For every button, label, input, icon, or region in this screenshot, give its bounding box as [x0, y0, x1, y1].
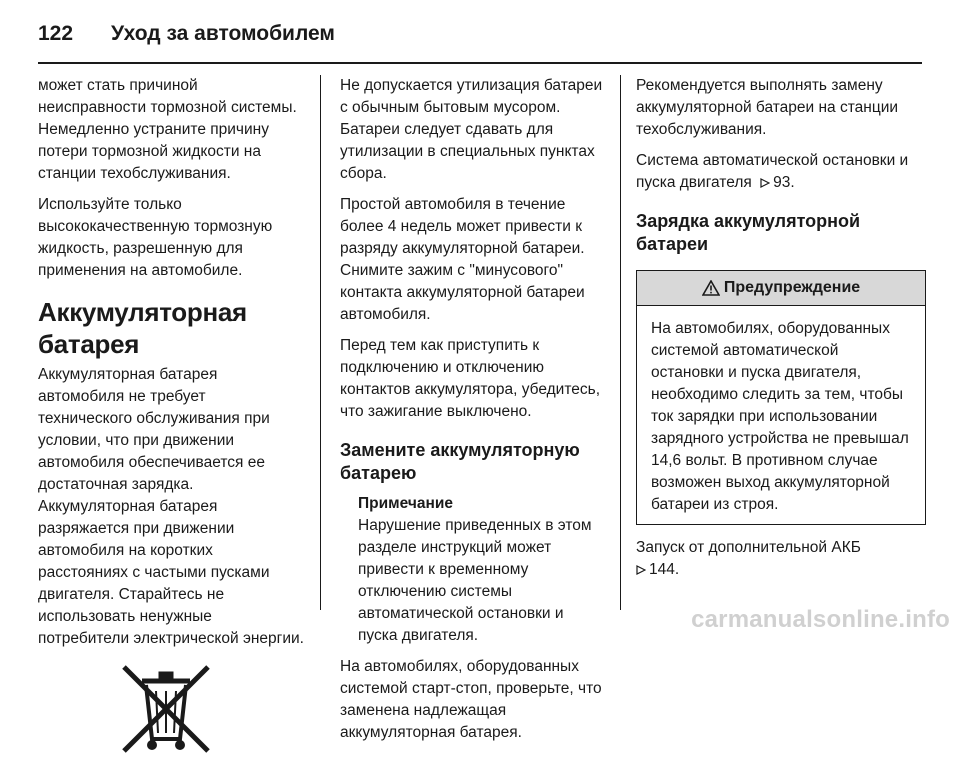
paragraph: Рекомендуется выполнять замену аккумуляторной батареи на станции техобслуживания.	[636, 77, 899, 138]
paragraph-text: Запуск от дополнительной АКБ	[636, 539, 861, 556]
column-2	[340, 75, 606, 753]
column-divider-2	[620, 75, 621, 610]
page-reference-arrow-icon	[636, 565, 646, 575]
note-block	[340, 493, 606, 647]
paragraph	[636, 537, 926, 581]
paragraph	[636, 150, 926, 194]
paragraph: Не допускается утилизация батареи с обычным бытовым мусором. Батареи следует сдавать для утилизации в специальных пунктах сбора.	[340, 77, 603, 182]
paragraph: Аккумуляторная батарея автомобиля не требует технического обслуживания при условии, что при движении автомобиля обеспечивается ее достаточная зарядка. Аккумуляторная батарея разряжается при движении автомобиля на коротких расстояниях с частыми пусками двигателя. Старайтесь не использовать ненужные потребители электрической энергии.	[38, 366, 304, 647]
paragraph: Простой автомобиля в течение более 4 недель может привести к разряду аккумуляторной батареи. Снимите зажим с "минусового" контакта аккумуляторной батареи автомобиля.	[340, 196, 585, 323]
section-heading-replace-battery: Замените аккумуляторную батарею	[340, 440, 580, 483]
column-1	[38, 75, 304, 755]
note-title: Примечание	[358, 495, 453, 512]
note-text: Нарушение приведенных в этом разделе инструкций может привести к временному отключению системы автоматической остановки и пуска двигателя.	[358, 517, 592, 644]
page-reference-arrow-icon	[760, 178, 770, 188]
section-title: Уход за автомобилем	[111, 22, 335, 45]
paragraph: может стать причиной неисправности тормозной системы. Немедленно устраните причину потери тормозной жидкости на станции техобслуживания.	[38, 77, 297, 182]
section-heading-charge-battery: Зарядка аккумуляторной батареи	[636, 211, 861, 254]
warning-header	[637, 271, 925, 306]
page-reference[interactable]: 144.	[649, 561, 680, 578]
paragraph: На автомобилях, оборудованных системой старт-стоп, проверьте, что заменена надлежащая аккумуляторная батарея.	[340, 658, 602, 741]
column-divider-1	[320, 75, 321, 610]
page-header	[38, 14, 335, 54]
page-number: 122	[38, 22, 74, 45]
column-3	[636, 75, 926, 590]
crossed-out-wheelie-bin-icon	[118, 659, 214, 755]
paragraph: Используйте только высококачественную тормозную жидкость, разрешенную для применения на автомобиле.	[38, 196, 273, 279]
paragraph-text: Система автоматической остановки и пуска двигателя	[636, 152, 909, 191]
watermark: carmanualsonline.info	[691, 606, 950, 633]
warning-box	[636, 270, 926, 525]
section-heading-battery: Аккумуляторная батарея	[38, 297, 247, 359]
paragraph: Перед тем как приступить к подключению и отключению контактов аккумулятора, убедитесь, что зажигание выключено.	[340, 337, 601, 420]
warning-title: Предупреждение	[723, 279, 861, 296]
warning-text: На автомобилях, оборудованных системой автоматической остановки и пуска двигателя, необходимо следить за тем, чтобы ток зарядки при использовании зарядного устройства не превышал 14,6 вольт. В противном случае возможен выход аккумуляторной батареи из строя.	[651, 320, 909, 513]
page-reference[interactable]: 93.	[773, 174, 795, 191]
warning-triangle-icon	[702, 280, 720, 296]
header-rule	[38, 62, 922, 64]
